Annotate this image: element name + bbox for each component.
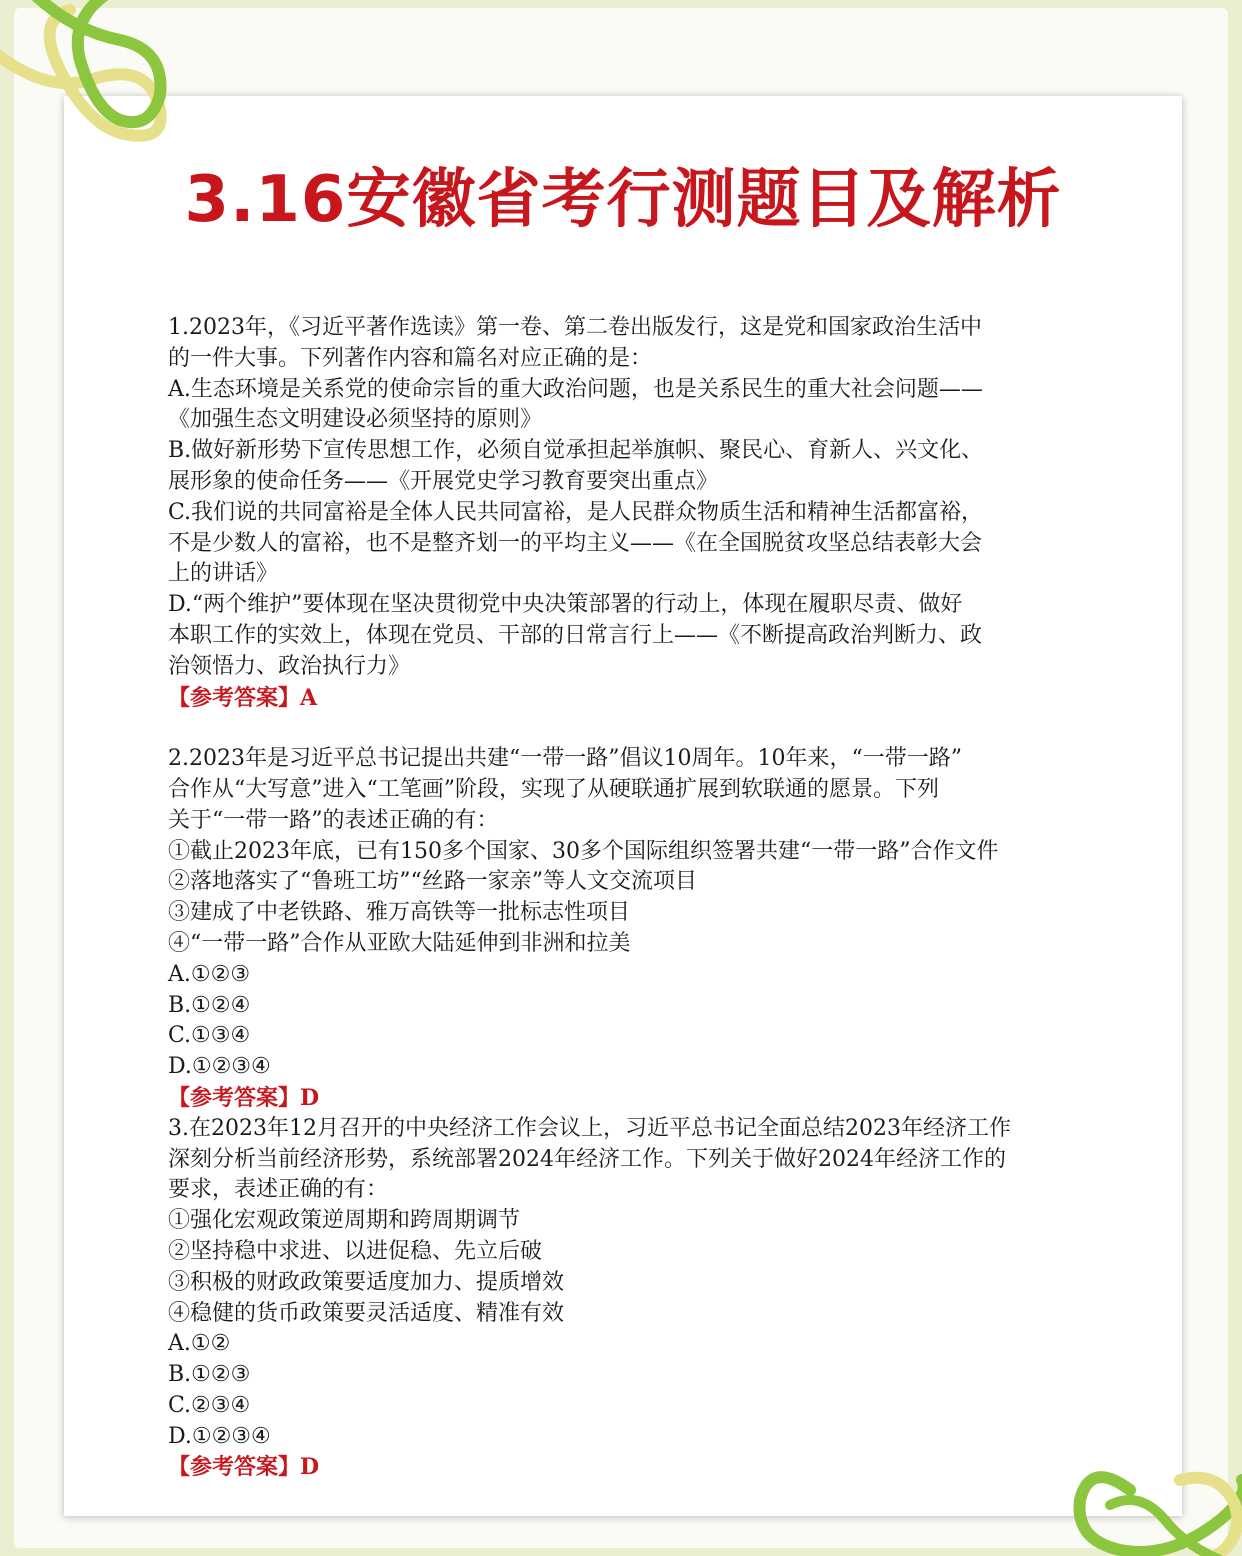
question-text-line: 深刻分析当前经济形势，系统部署2024年经济工作。下列关于做好2024年经济工作的 [168, 1146, 1006, 1172]
option-line: C.②③④ [168, 1392, 251, 1418]
paperclip-icon [1070, 1450, 1242, 1556]
option-line: A.生态环境是关系党的使命宗旨的重大政治问题，也是关系民生的重大社会问题—— [168, 376, 983, 402]
option-line: C.我们说的共同富裕是全体人民共同富裕，是人民群众物质生活和精神生活都富裕， [168, 499, 984, 525]
statement-line: ③积极的财政政策要适度加力、提质增效 [168, 1269, 565, 1295]
option-line: B.①②③ [168, 1362, 251, 1388]
answer-label: 【参考答案】D [168, 1084, 320, 1111]
statement-line: ④稳健的货币政策要灵活适度、精准有效 [168, 1300, 565, 1326]
option-line: 《加强生态文明建设必须坚持的原则》 [168, 407, 543, 433]
option-line: D.①②③④ [168, 1423, 271, 1449]
question-text-line: 要求，表述正确的有： [168, 1177, 389, 1203]
question-list [168, 313, 1088, 1483]
answer-label: 【参考答案】A [168, 684, 318, 711]
statement-line: ②落地落实了“鲁班工坊”“丝路一家亲”等人文交流项目 [168, 869, 697, 895]
question-text-line: 2.2023年是习近平总书记提出共建“一带一路”倡议10周年。10年来，“一带一路” [168, 746, 962, 772]
question-text-line: 的一件大事。下列著作内容和篇名对应正确的是： [168, 345, 653, 371]
question-text-line: 关于“一带一路”的表述正确的有： [168, 807, 499, 833]
question-2 [168, 744, 1088, 1114]
question-text-line: 3.在2023年12月召开的中央经济工作会议上，习近平总书记全面总结2023年经济工作 [168, 1115, 1011, 1141]
statement-line: ②坚持稳中求进、以进促稳、先立后破 [168, 1238, 543, 1264]
statement-line: ④“一带一路”合作从亚欧大陆延伸到非洲和拉美 [168, 930, 631, 956]
option-line: B.做好新形势下宣传思想工作，必须自觉承担起举旗帜、聚民心、育新人、兴文化、 [168, 438, 984, 464]
option-line: 本职工作的实效上，体现在党员、干部的日常言行上——《不断提高政治判断力、政 [168, 622, 983, 648]
option-line: D.“两个维护”要体现在坚决贯彻党中央决策部署的行动上，体现在履职尽责、做好 [168, 592, 963, 618]
question-text-line: 1.2023年，《习近平著作选读》第一卷、第二卷出版发行，这是党和国家政治生活中 [168, 315, 982, 340]
spacer [168, 713, 1088, 744]
question-1 [168, 313, 1088, 713]
option-line: 展形象的使命任务——《开展党史学习教育要突出重点》 [168, 468, 719, 494]
answer-label: 【参考答案】D [168, 1454, 320, 1481]
page-title: 3.16安徽省考行测题目及解析 [184, 163, 1062, 237]
option-line: 上的讲话》 [168, 561, 279, 587]
statement-line: ③建成了中老铁路、雅万高铁等一批标志性项目 [168, 900, 631, 926]
option-line: B.①②④ [168, 992, 251, 1018]
option-line: C.①③④ [168, 1023, 251, 1049]
paperclip-icon [0, 0, 200, 150]
statement-line: ①截止2023年底，已有150多个国家、30多个国际组织签署共建“一带一路”合作文件 [168, 838, 999, 864]
statement-line: ①强化宏观政策逆周期和跨周期调节 [168, 1208, 521, 1234]
question-text-line: 合作从“大写意”进入“工笔画”阶段，实现了从硬联通扩展到软联通的愿景。下列 [168, 776, 939, 802]
option-line: 不是少数人的富裕，也不是整齐划一的平均主义——《在全国脱贫攻坚总结表彰大会 [168, 530, 983, 556]
option-line: 治领悟力、政治执行力》 [168, 653, 411, 679]
question-3 [168, 1114, 1088, 1484]
option-line: D.①②③④ [168, 1054, 271, 1080]
option-line: A.①② [168, 1331, 231, 1357]
option-line: A.①②③ [168, 961, 251, 987]
